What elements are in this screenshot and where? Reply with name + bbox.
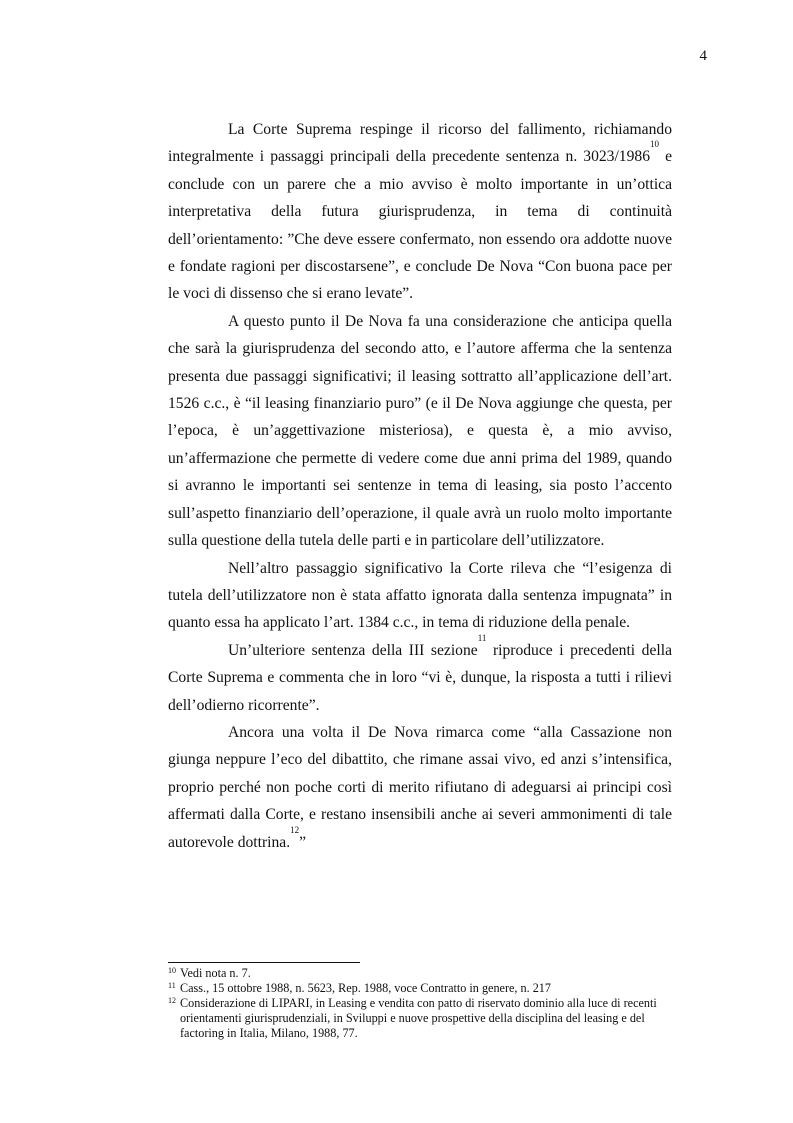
footnote-text: Cass., 15 ottobre 1988, n. 5623, Rep. 1988, voce Contratto in genere, n. 217 (180, 981, 551, 995)
paragraph-3: Nell’altro passaggio significativo la Corte rileva che “l’esigenza di tutela dell’utilizzatore non è stata affatto ignorata dalla sentenza impugnata” in quanto essa ha applicato l’art. 1384 c.c., in tema di riduzione della penale. (168, 559, 672, 632)
paragraph-5-text-a: Ancora una volta il De Nova rimarca come “alla Cassazione non giunga neppure l’eco del dibattito, che rimane assai vivo, ed anzi s’intensifica, proprio perché non poche corti di merito rifiutano di adeguarsi ai principi così affermati dalla Corte, e restano insensibili anche ai severi ammonimenti di tale autorevole dottrina. (168, 723, 672, 851)
paragraph-1-text-a: La Corte Suprema respinge il ricorso del fallimento, richiamando integralmente i passaggi principali della precedente sentenza n. 3023/1986 (168, 121, 672, 166)
footnote-text: Considerazione di LIPARI, in Leasing e vendita con patto di riservato dominio alla luce di recenti orientamenti giurisprudenziali, in Sviluppi e nuove prospettive della disciplina del leasing e del factoring in Italia, Milano, 1988, 77. (180, 996, 657, 1040)
footnote-number: 10 (168, 966, 176, 975)
paragraph-5 (168, 719, 672, 856)
paragraph-1-text-b: e conclude con un parere che a mio avviso è molto importante in un’ottica interpretativa della futura giurisprudenza, in tema di continuità dell’orientamento: ”Che deve essere confermato, non essendo ora addotte nuove e fondate ragioni per discostarsene”, e conclude De Nova “Con buona pace per le voci di dissenso che si erano levate”. (168, 148, 672, 303)
footnote-12 (168, 996, 672, 1041)
footnote-ref-10[interactable]: 10 (650, 139, 659, 150)
paragraph-4-text-b: riproduce i precedenti della Corte Suprema e commenta che in loro “vi è, dunque, la risposta a tutti i rilievi dell’odierno ricorrente”. (168, 641, 672, 714)
footnote-number: 12 (168, 996, 176, 1005)
paragraph-2: A questo punto il De Nova fa una considerazione che anticipa quella che sarà la giurisprudenza del secondo atto, e l’autore afferma che la sentenza presenta due passaggi significativi; il leasing sottratto all’applicazione dell’art. 1526 c.c., è “il leasing finanziario puro” (e il De Nova aggiunge che questa, per l’epoca, è un’aggettivazione misteriosa), e questa è, a mio avviso, un’affermazione che permette di vedere come due anni prima del 1989, quando si avranno le importanti sei sentenze in tema di leasing, sia posto l’accento sull’aspetto finanziario dell’operazione, il quale avrà un ruolo molto importante sulla questione della tutela delle parti e in particolare dell’utilizzatore. (168, 312, 672, 550)
footnote-10 (168, 966, 672, 981)
footnote-11 (168, 981, 672, 996)
body-text (168, 116, 672, 856)
paragraph-4-text-a: Un’ulteriore sentenza della III sezione (228, 641, 478, 659)
page-number: 4 (699, 48, 707, 64)
paragraph-1 (168, 116, 672, 308)
paragraph-4 (168, 632, 672, 719)
footnote-separator (168, 962, 360, 963)
footnote-ref-12[interactable]: 12 (290, 824, 300, 835)
footnotes (168, 966, 672, 1041)
footnote-text: Vedi nota n. 7. (180, 966, 251, 980)
paragraph-5-text-b: ” (299, 833, 307, 851)
footnote-ref-11[interactable]: 11 (477, 632, 487, 643)
footnote-number: 11 (168, 981, 176, 990)
